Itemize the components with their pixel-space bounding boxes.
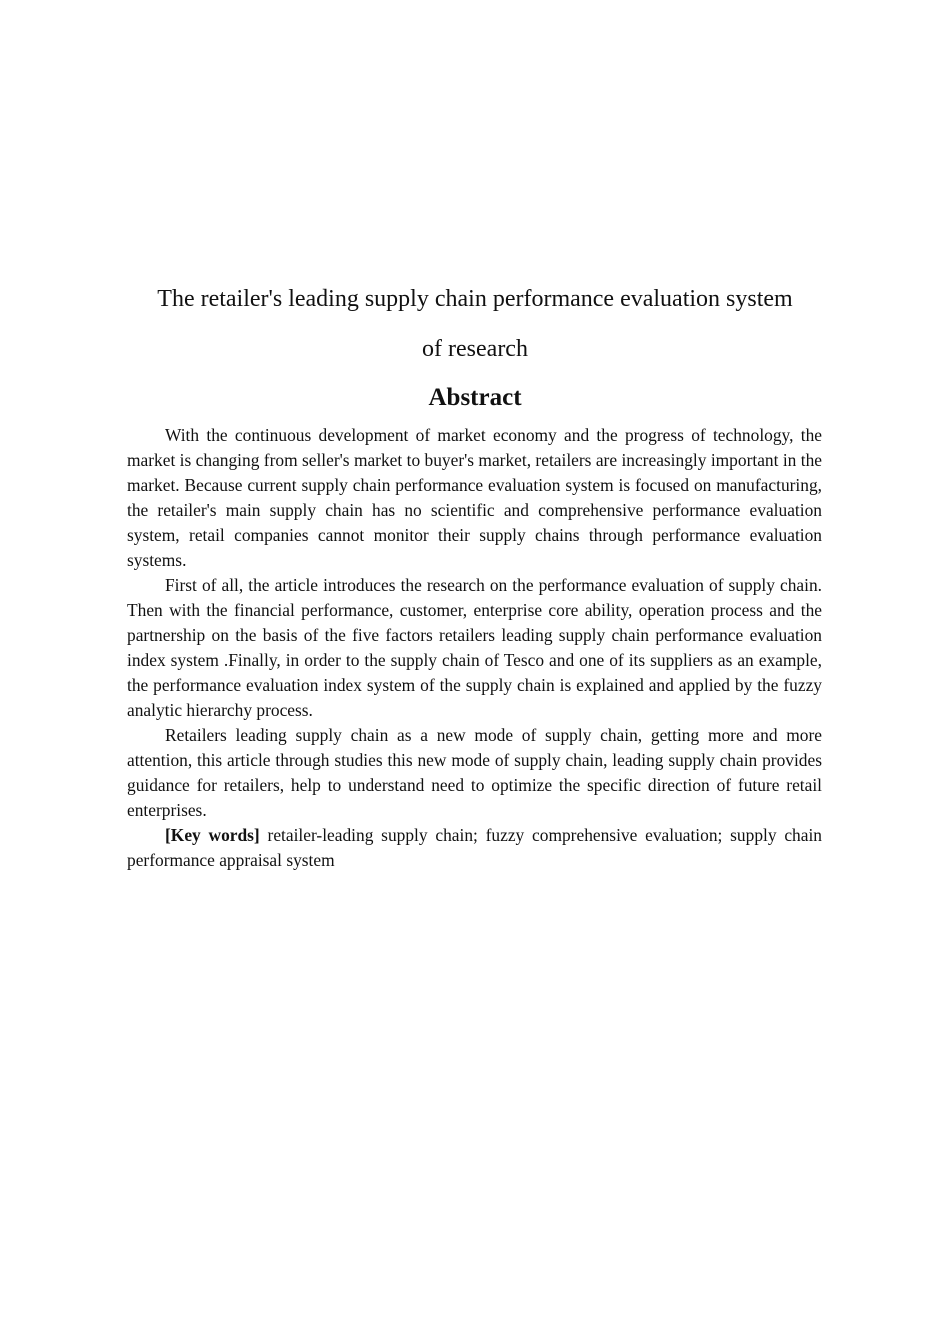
abstract-heading: Abstract <box>428 384 522 411</box>
keywords-paragraph <box>127 823 822 873</box>
abstract-paragraph-1: With the continuous development of market economy and the progress of technology, the market is changing from seller's market to buyer's market, retailers are increasingly important in the market. Because current supply chain performance evaluation system is focused on manufacturing, the retailer's main supply chain has no scientific and comprehensive performance evaluation system, retail companies cannot monitor their supply chains through performance evaluation systems. <box>127 425 822 570</box>
keywords-text: retailer-leading supply chain; fuzzy comprehensive evaluation; supply chain performance appraisal system <box>127 825 822 870</box>
title-line-1: The retailer's leading supply chain performance evaluation system <box>157 286 793 312</box>
abstract-paragraph-2: First of all, the article introduces the research on the performance evaluation of supply chain. Then with the financial performance, customer, enterprise core ability, operation process and the partnership on the basis of the five factors retailers leading supply chain performance evaluation index system .Finally, in order to the supply chain of Tesco and one of its suppliers as an example, the performance evaluation index system of the supply chain is explained and applied by the fuzzy analytic hierarchy process. <box>127 575 822 720</box>
keywords-label: [Key words] <box>165 825 260 845</box>
title-line-2: of research <box>422 336 528 362</box>
abstract-body <box>127 423 822 873</box>
abstract-paragraph-3: Retailers leading supply chain as a new mode of supply chain, getting more and more attention, this article through studies this new mode of supply chain, leading supply chain provides guidance for retailers, help to understand need to optimize the specific direction of future retail enterprises. <box>127 725 822 820</box>
